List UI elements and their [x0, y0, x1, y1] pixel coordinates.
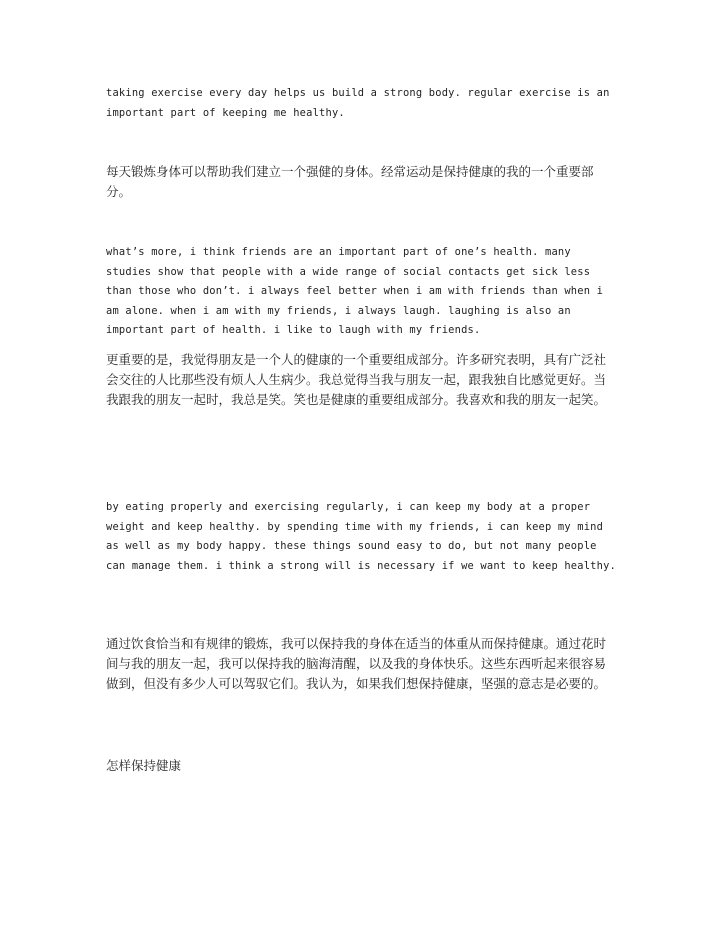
paragraph-en-conclusion: by eating properly and exercising regularly, i can keep my body at a proper weight and keep healthy. by spending time with my friends, i can keep my mind as well as my body happy. these things sound easy to do, but not many people can manage them. i think a strong will is necessary if we want to keep healthy.: [106, 501, 616, 572]
document-title: 怎样保持健康: [106, 758, 182, 773]
paragraph-en-exercise: taking exercise every day helps us build a strong body. regular exercise is an important part of keeping me healthy.: [106, 87, 610, 119]
paragraph-zh-exercise: 每天锻炼身体可以帮助我们建立一个强健的身体。经常运动是保持健康的我的一个重要部分。: [106, 164, 594, 199]
paragraph-zh-conclusion: 通过饮食恰当和有规律的锻炼，我可以保持我的身体在适当的体重从而保持健康。通过花时间与我的朋友一起，我可以保持我的脑海清醒，以及我的身体快乐。这些东西听起来很容易做到，但没有多少人可以驾驭它们。我认为，如果我们想保持健康，坚强的意志是必要的。: [106, 636, 607, 691]
paragraph-en-friends: what’s more, i think friends are an important part of one’s health. many studies show that people with a wide range of social contacts get sick less than those who don’t. i always feel better when i am with friends than when i am alone. when i am with my friends, i always laugh. laughing is also an important part of health. i like to laugh with my friends.: [106, 246, 604, 336]
paragraph-zh-friends: 更重要的是，我觉得朋友是一个人的健康的一个重要组成部分。许多研究表明，具有广泛社会交往的人比那些没有烦人人生病少。我总觉得当我与朋友一起，跟我独自比感觉更好。当我跟我的朋友一起时，我总是笑。笑也是健康的重要组成部分。我喜欢和我的朋友一起笑。: [106, 352, 607, 407]
